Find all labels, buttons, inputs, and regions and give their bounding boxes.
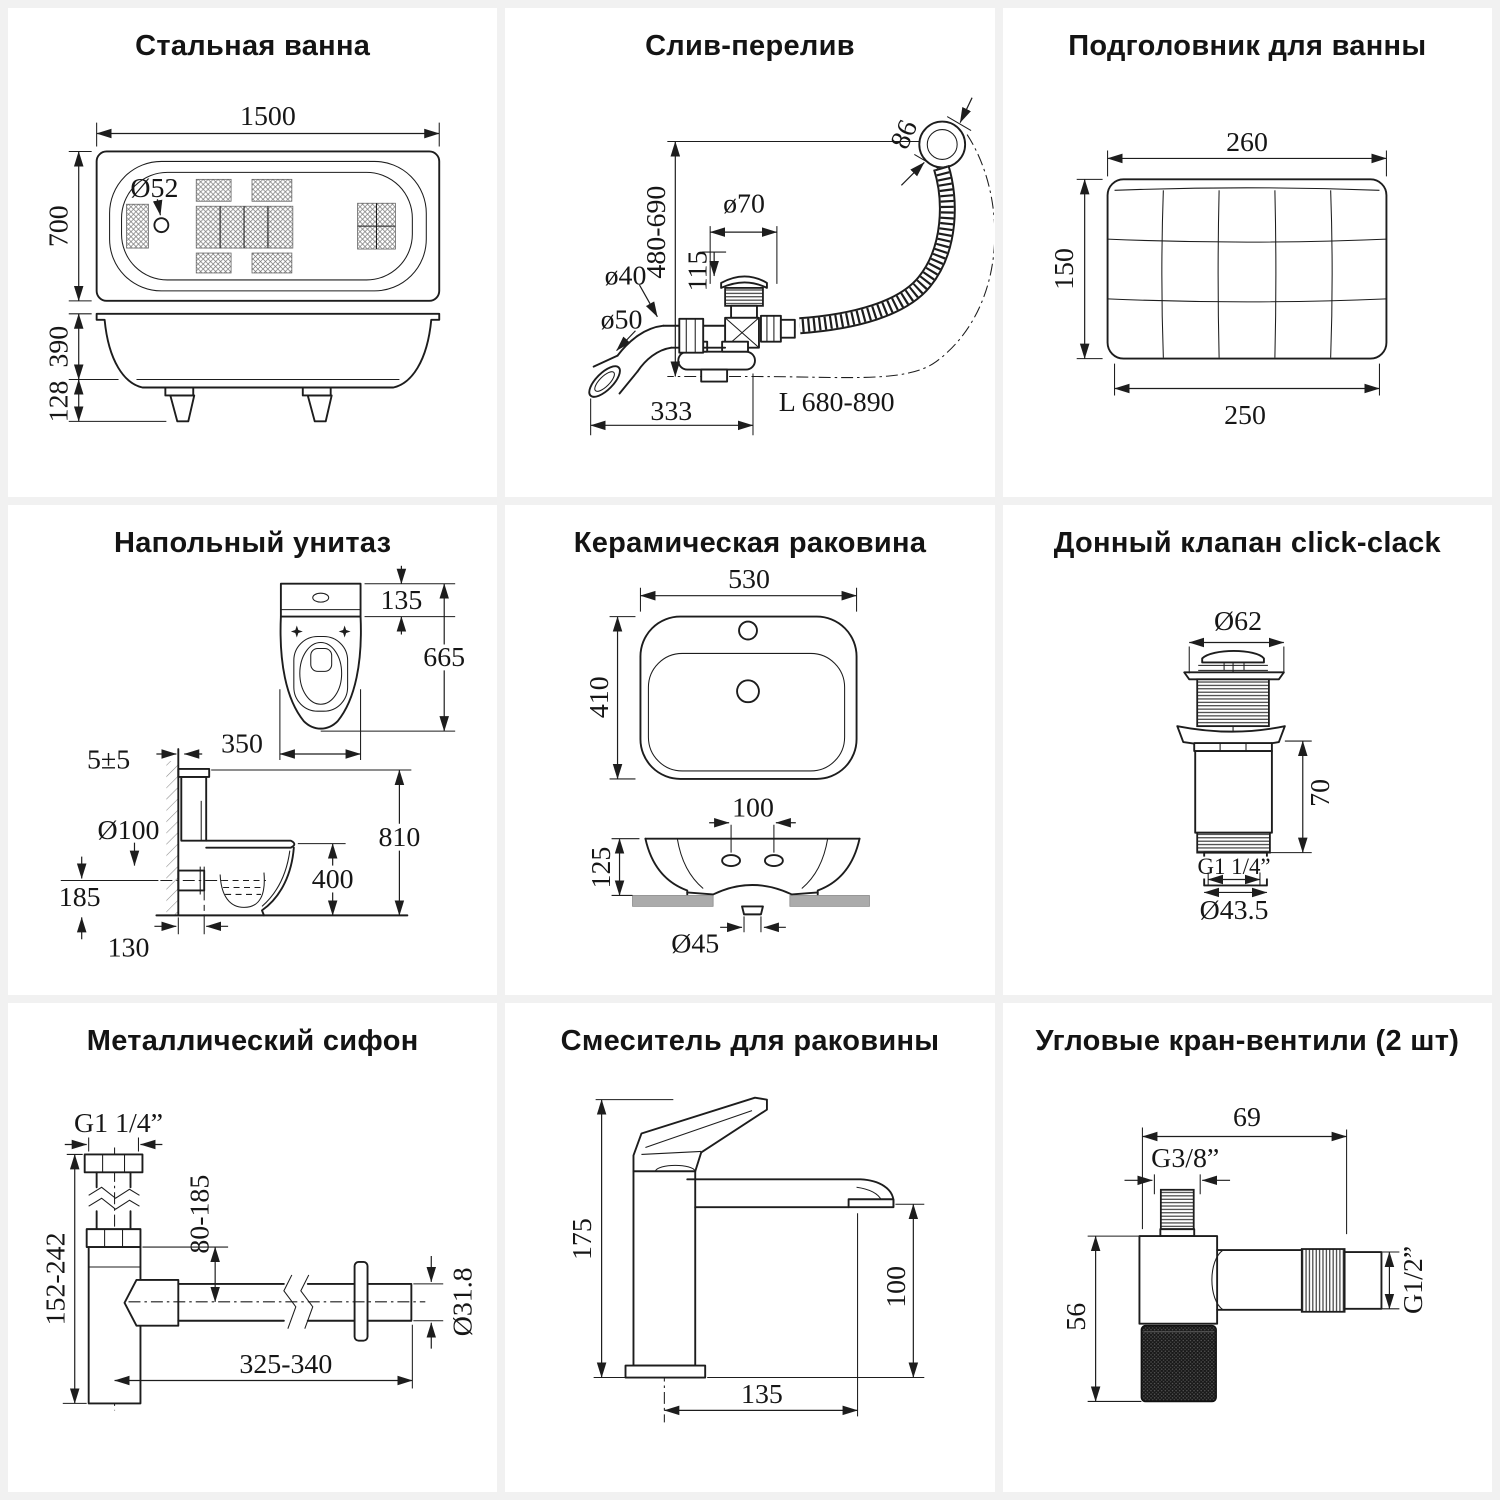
headrest-quilted-pillow bbox=[1108, 179, 1387, 358]
panel-title: Металлический сифон bbox=[86, 1024, 419, 1057]
dim-length: 1500 bbox=[239, 101, 296, 133]
drain-overflow-drawing bbox=[506, 63, 994, 465]
dim-body: 70 bbox=[1305, 779, 1337, 808]
dim-head: 86 bbox=[884, 115, 925, 154]
dim-bottom: 250 bbox=[1224, 399, 1267, 431]
dim-height: 125 bbox=[586, 846, 618, 889]
dimensions bbox=[56, 566, 469, 962]
dim-depth: 410 bbox=[584, 676, 616, 719]
panel-title: Подголовник для ванны bbox=[1068, 30, 1427, 62]
toilet-top-view bbox=[280, 584, 360, 729]
dim-reach: 135 bbox=[741, 1378, 783, 1410]
dim-height: 152-242 bbox=[39, 1232, 71, 1326]
dim-gap: 5±5 bbox=[86, 744, 130, 776]
panel-headrest bbox=[1003, 8, 1492, 497]
valve-body bbox=[1178, 651, 1286, 886]
dim-cap: ø70 bbox=[723, 188, 765, 220]
metal-siphon-drawing bbox=[9, 1058, 497, 1460]
dim-thread: G1 1/4” bbox=[1197, 854, 1271, 880]
panel-title: Донный клапан click-clack bbox=[1053, 527, 1441, 560]
dim-bowl: 350 bbox=[220, 728, 263, 760]
sink-top-view bbox=[640, 617, 856, 779]
dim-height: 480-690 bbox=[640, 185, 672, 279]
dim-length: 665 bbox=[422, 642, 465, 674]
dim-inlet: 80-185 bbox=[184, 1174, 216, 1254]
dim-offset: 130 bbox=[107, 933, 150, 963]
dim-height: 175 bbox=[567, 1217, 599, 1260]
panel-angle-valves bbox=[1003, 1003, 1492, 1492]
dim-drain: Ø45 bbox=[671, 929, 720, 961]
dim-inlet: G3/8” bbox=[1151, 1142, 1220, 1174]
panel-title: Напольный унитаз bbox=[113, 527, 392, 560]
panel-title: Керамическая раковина bbox=[573, 527, 927, 560]
toilet-side-view bbox=[156, 749, 407, 915]
sparkle-icon bbox=[338, 626, 350, 638]
panel-floor-toilet bbox=[8, 505, 497, 994]
dim-cap: Ø62 bbox=[1214, 606, 1263, 638]
valve-body bbox=[1140, 1189, 1382, 1401]
bathtub-side-view bbox=[96, 314, 439, 422]
panel-steel-bath bbox=[8, 8, 497, 497]
dim-top: 260 bbox=[1226, 126, 1269, 158]
dim-spout: 100 bbox=[880, 1265, 912, 1308]
dim-legs: 128 bbox=[42, 380, 74, 423]
dim-drain: Ø52 bbox=[130, 172, 179, 204]
dimensions bbox=[591, 98, 972, 436]
dimensions bbox=[567, 1099, 924, 1416]
dimensions bbox=[43, 101, 439, 422]
dim-length: 69 bbox=[1233, 1101, 1262, 1133]
headrest-drawing bbox=[1003, 63, 1491, 465]
dim-depth: 390 bbox=[42, 325, 74, 368]
dim-outlet-h: 185 bbox=[58, 882, 101, 914]
dim-thread: G1 1/4” bbox=[73, 1107, 163, 1139]
angle-valve-drawing bbox=[1003, 1058, 1491, 1460]
panel-ceramic-sink bbox=[505, 505, 994, 994]
dim-holes: 100 bbox=[732, 792, 774, 824]
panel-bottom-valve bbox=[1003, 505, 1492, 994]
floor-toilet-drawing bbox=[9, 560, 497, 962]
dim-width: 530 bbox=[728, 564, 770, 596]
panel-title: Угловые кран-вентили (2 шт) bbox=[1035, 1024, 1460, 1057]
dim-cap-h: 115 bbox=[682, 250, 714, 292]
dim-hose: L 680-890 bbox=[778, 386, 895, 418]
dim-base: 333 bbox=[650, 395, 693, 427]
dim-outlet: Ø100 bbox=[97, 815, 160, 847]
ceramic-sink-drawing bbox=[506, 560, 994, 962]
dim-tank: 135 bbox=[380, 585, 422, 617]
dim-width: 700 bbox=[42, 205, 74, 248]
panel-title: Стальная ванна bbox=[135, 30, 371, 62]
sparkle-icon bbox=[291, 626, 303, 638]
dim-pipe50: ø50 bbox=[600, 304, 643, 336]
dim-outlet: G1/2” bbox=[1398, 1245, 1430, 1314]
steel-bath-drawing bbox=[9, 63, 497, 465]
bottom-valve-drawing bbox=[1003, 560, 1491, 962]
dim-pipe: Ø31.8 bbox=[447, 1267, 479, 1336]
dim-height: 56 bbox=[1061, 1302, 1093, 1331]
dim-side: 150 bbox=[1049, 248, 1081, 290]
panel-basin-mixer bbox=[505, 1003, 994, 1492]
dim-height: 810 bbox=[378, 822, 420, 854]
panel-metal-siphon bbox=[8, 1003, 497, 1492]
mixer-body bbox=[625, 1097, 893, 1422]
dim-pipe40: ø40 bbox=[604, 260, 647, 292]
dim-length: 325-340 bbox=[239, 1348, 332, 1380]
corrugated-hose bbox=[800, 167, 948, 325]
overflow-head bbox=[919, 122, 965, 168]
sink-front-view bbox=[632, 839, 869, 915]
dim-bowl-h: 400 bbox=[311, 864, 354, 896]
panel-drain-overflow bbox=[505, 8, 994, 497]
basin-mixer-drawing bbox=[506, 1058, 994, 1460]
dim-diameter: Ø43.5 bbox=[1199, 895, 1269, 927]
panel-title: Смеситель для раковины bbox=[560, 1024, 940, 1057]
panel-title: Слив-перелив bbox=[645, 30, 855, 62]
